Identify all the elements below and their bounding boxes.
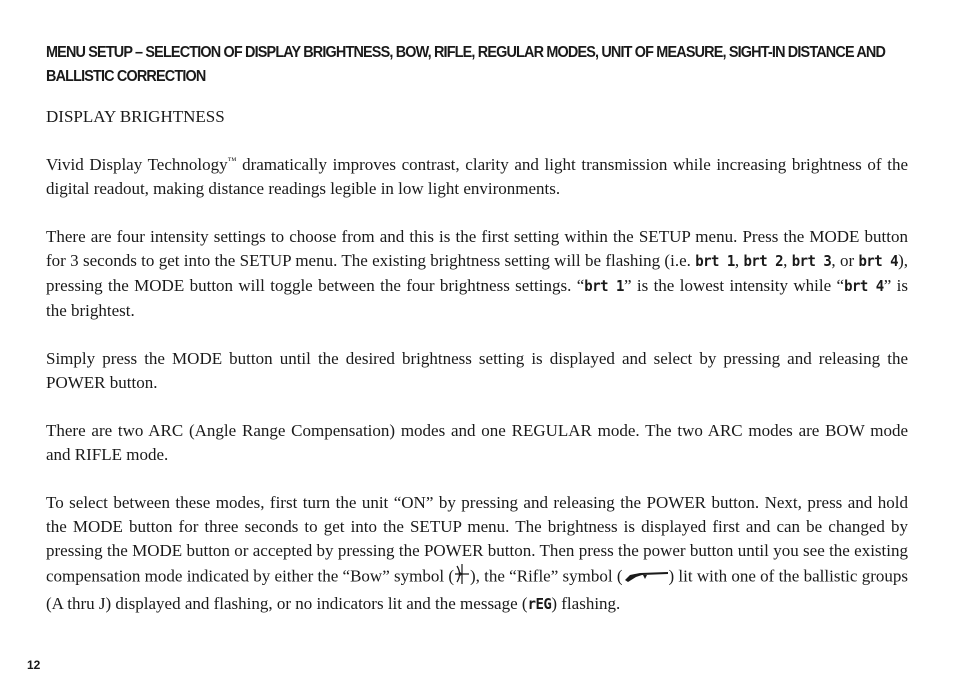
segment-display-brt1-lowest: brt 1 xyxy=(584,278,624,296)
segment-display-reg: rEG xyxy=(527,596,552,614)
paragraph-intensity-settings xyxy=(46,225,908,323)
segment-display-brt4: brt 4 xyxy=(858,253,899,271)
manual-page xyxy=(46,41,908,641)
paragraph-arc-modes: There are two ARC (Angle Range Compensation) modes and one REGULAR mode. The two ARC modes are BOW mode and RIFLE mode. xyxy=(46,421,908,464)
trademark-symbol: ™ xyxy=(227,155,237,166)
p2-text-c: ” is the lowest intensity while “ xyxy=(623,276,845,295)
p1-text-b: dramatically improves contrast, clarity and light transmission while increasing brightness of the digital readout, making distance readings legible in low light environments. xyxy=(46,155,908,198)
section-heading: MENU SETUP – SELECTION OF DISPLAY BRIGHTNESS, BOW, RIFLE, REGULAR MODES, UNIT OF MEASURE, SIGHT-IN DISTANCE AND BALLISTIC CORRECTION xyxy=(46,44,886,85)
segment-display-brt4-brightest: brt 4 xyxy=(844,278,884,296)
p2-text-b: ), pressing the MODE button will toggle between the four brightness settings. “ xyxy=(46,251,909,295)
p5-text-d: ) flashing. xyxy=(551,594,621,613)
segment-display-brt2: brt 2 xyxy=(743,253,784,271)
rifle-symbol-icon xyxy=(623,566,669,590)
bow-symbol-icon xyxy=(454,563,470,592)
p2-text-d: ” is the brightest. xyxy=(46,276,908,320)
segment-display-brt1: brt 1 xyxy=(695,253,735,271)
paragraph-vivid-display xyxy=(46,153,908,201)
subheading-display-brightness: DISPLAY BRIGHTNESS xyxy=(46,107,225,126)
paragraph-select-brightness: Simply press the MODE button until the desired brightness setting is displayed and select by pressing and releasing the POWER button. xyxy=(46,349,908,392)
p2-text-a: There are four intensity settings to choose from and this is the first setting within the SETUP menu. Press the MODE button for 3 seconds to get into the SETUP menu. The existing brightness setting will be flashing (i.e. xyxy=(46,227,908,270)
p2-sep1: , xyxy=(734,251,744,270)
p5-text-b: ), the “Rifle” symbol ( xyxy=(469,566,623,586)
p2-sep2: , xyxy=(783,251,792,270)
p1-text-a: Vivid Display Technology xyxy=(46,155,228,174)
paragraph-select-modes xyxy=(46,491,908,617)
segment-display-brt3: brt 3 xyxy=(791,253,832,271)
page-number: 12 xyxy=(27,658,41,672)
p5-text-c: ) lit with one of the ballistic groups (A thru J) displayed and flashing, or no indicators lit and the message ( xyxy=(46,566,908,613)
p2-sep3: , or xyxy=(831,251,859,270)
p5-text-a: To select between these modes, first turn the unit “ON” by pressing and releasing the POWER button. Next, press and hold the MODE button for three seconds to get into the SETUP menu. The brightness is displayed first and can be changed by pressing the MODE button or accepted by pressing the POWER button. Then press the power button until you see the existing compensation mode indicated by either the “Bow” symbol ( xyxy=(46,493,908,586)
